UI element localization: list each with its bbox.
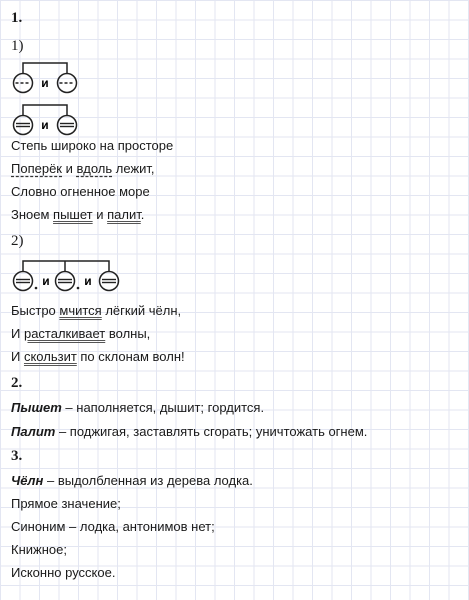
subsection-1-label: 1)	[11, 38, 24, 54]
homogeneous-predicate: пышет	[53, 207, 93, 222]
section-3-number: 3.	[11, 448, 23, 464]
definition-text: – наполняется, дышит; гордится.	[61, 400, 265, 415]
definition-term: Палит	[11, 424, 56, 439]
text-fragment: .	[140, 207, 145, 222]
conjunction: И	[11, 349, 24, 364]
word-analysis-line3: Книжное;	[11, 542, 67, 557]
section-2-number: 2.	[11, 375, 23, 391]
poem1-line2	[11, 161, 155, 177]
homogeneous-predicate: палит	[107, 207, 141, 222]
conj-label: и	[41, 118, 49, 132]
poem1-line4	[11, 207, 144, 223]
poem2-line2	[11, 326, 150, 342]
scheme-three-predicates	[12, 256, 124, 292]
definition-palit	[11, 424, 367, 440]
homogeneous-adverb: вдоль	[76, 161, 113, 176]
conj-label: и	[41, 76, 49, 90]
conjunction: И	[11, 326, 24, 341]
subsection-2-label: 2)	[11, 233, 24, 249]
poem2-line3	[11, 349, 185, 365]
definition-cheln	[11, 473, 253, 489]
word-analysis-line4: Исконно русское.	[11, 565, 116, 580]
definition-text: – поджигая, заставлять сгорать; уничтожать огнем.	[55, 424, 368, 439]
conjunction: и	[62, 161, 77, 176]
homogeneous-predicate: скользит	[23, 349, 77, 364]
word-analysis-line1: Прямое значение;	[11, 496, 121, 511]
conjunction: и	[92, 207, 108, 222]
poem1-line1: Степь широко на просторе	[11, 138, 174, 153]
text-fragment: лежит,	[112, 161, 155, 176]
text-fragment: по склонам волн!	[76, 349, 185, 364]
definition-term: Чёлн	[11, 473, 44, 488]
homogeneous-predicate: мчится	[59, 303, 102, 318]
section-1-number: 1.	[11, 10, 23, 26]
text-fragment: волны,	[105, 326, 151, 341]
text-fragment: лёгкий чёлн,	[101, 303, 182, 318]
definition-pyshet	[11, 400, 264, 416]
text-fragment: Быстро	[11, 303, 60, 318]
poem1-line3: Словно огненное море	[11, 184, 150, 199]
conj-label: и	[84, 274, 92, 288]
conj-label: и	[42, 274, 50, 288]
scheme-homogeneous-adverbs	[12, 58, 82, 94]
homogeneous-predicate: расталкивает	[23, 326, 106, 341]
word-analysis-line2: Синоним – лодка, антонимов нет;	[11, 519, 215, 534]
definition-term: Пышет	[11, 400, 62, 415]
scheme-homogeneous-predicates	[12, 100, 82, 136]
text-fragment: Зноем	[11, 207, 54, 222]
definition-text: – выдолбленная из дерева лодка.	[43, 473, 253, 488]
homogeneous-adverb: Поперёк	[11, 161, 62, 176]
poem2-line1	[11, 303, 181, 319]
